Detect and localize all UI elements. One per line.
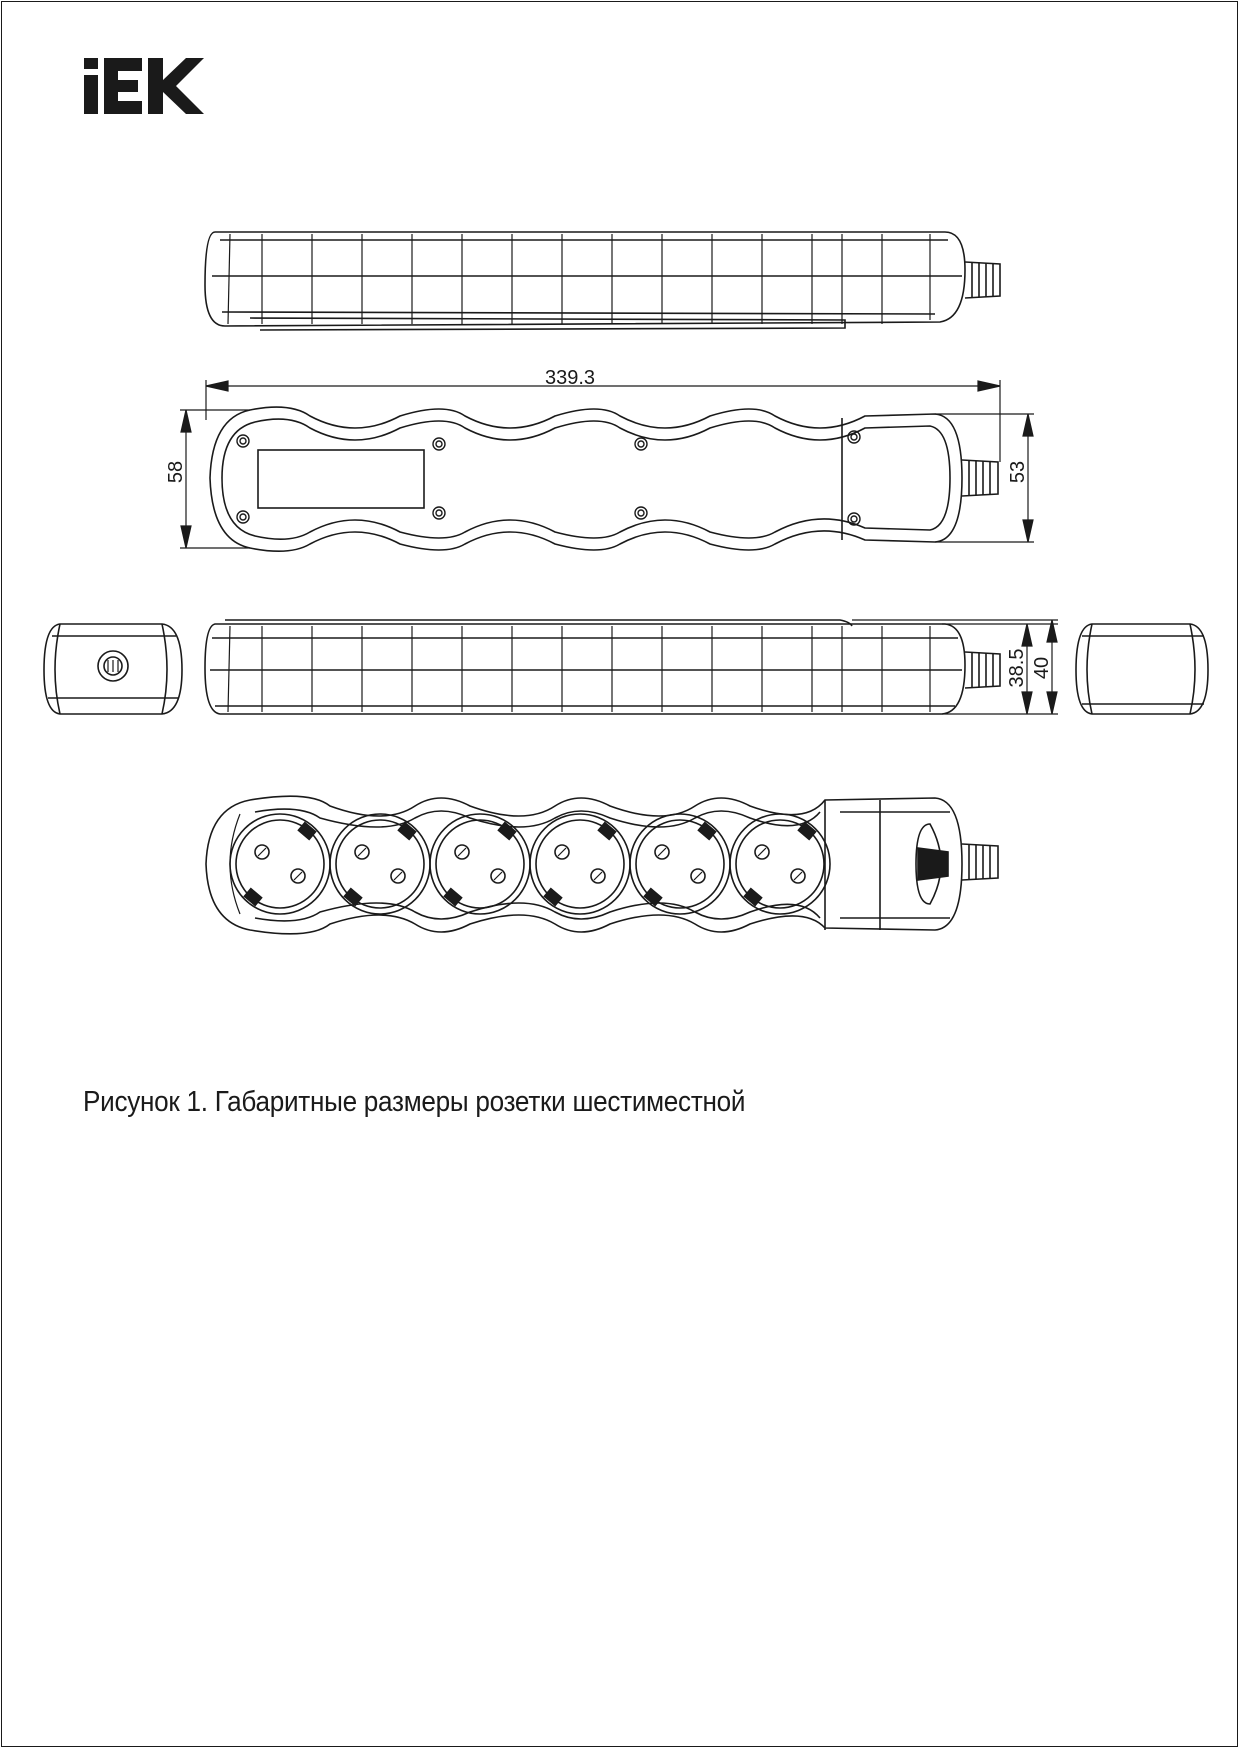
width-inner-label: 53 [1007,460,1029,484]
power-switch [916,824,948,904]
length-label: 339.3 [544,367,596,389]
screw-holes [237,431,860,525]
cord-gland-top-view [962,844,998,880]
socket [230,814,330,914]
socket [430,814,530,914]
cord-gland-top [965,262,1000,298]
cord-gland-bottom [962,460,998,496]
socket [730,814,830,914]
height-body-label: 38.5 [1006,648,1028,688]
bottom-view [180,380,1034,551]
socket [530,814,630,914]
end-view-right [1076,624,1208,714]
end-view-left [44,624,182,714]
cord-gland-side [965,652,1000,688]
top-view-sockets [206,796,998,934]
height-total-label: 40 [1031,656,1053,680]
width-outer-label: 58 [165,460,187,484]
figure-caption: Рисунок 1. Габаритные размеры розетки шестиместной [83,1086,746,1118]
socket [330,814,430,914]
width-outer-dimension [180,410,250,548]
top-edge-view [205,232,1000,330]
side-view [205,620,1058,714]
socket [630,814,730,914]
socket-group [230,814,830,914]
